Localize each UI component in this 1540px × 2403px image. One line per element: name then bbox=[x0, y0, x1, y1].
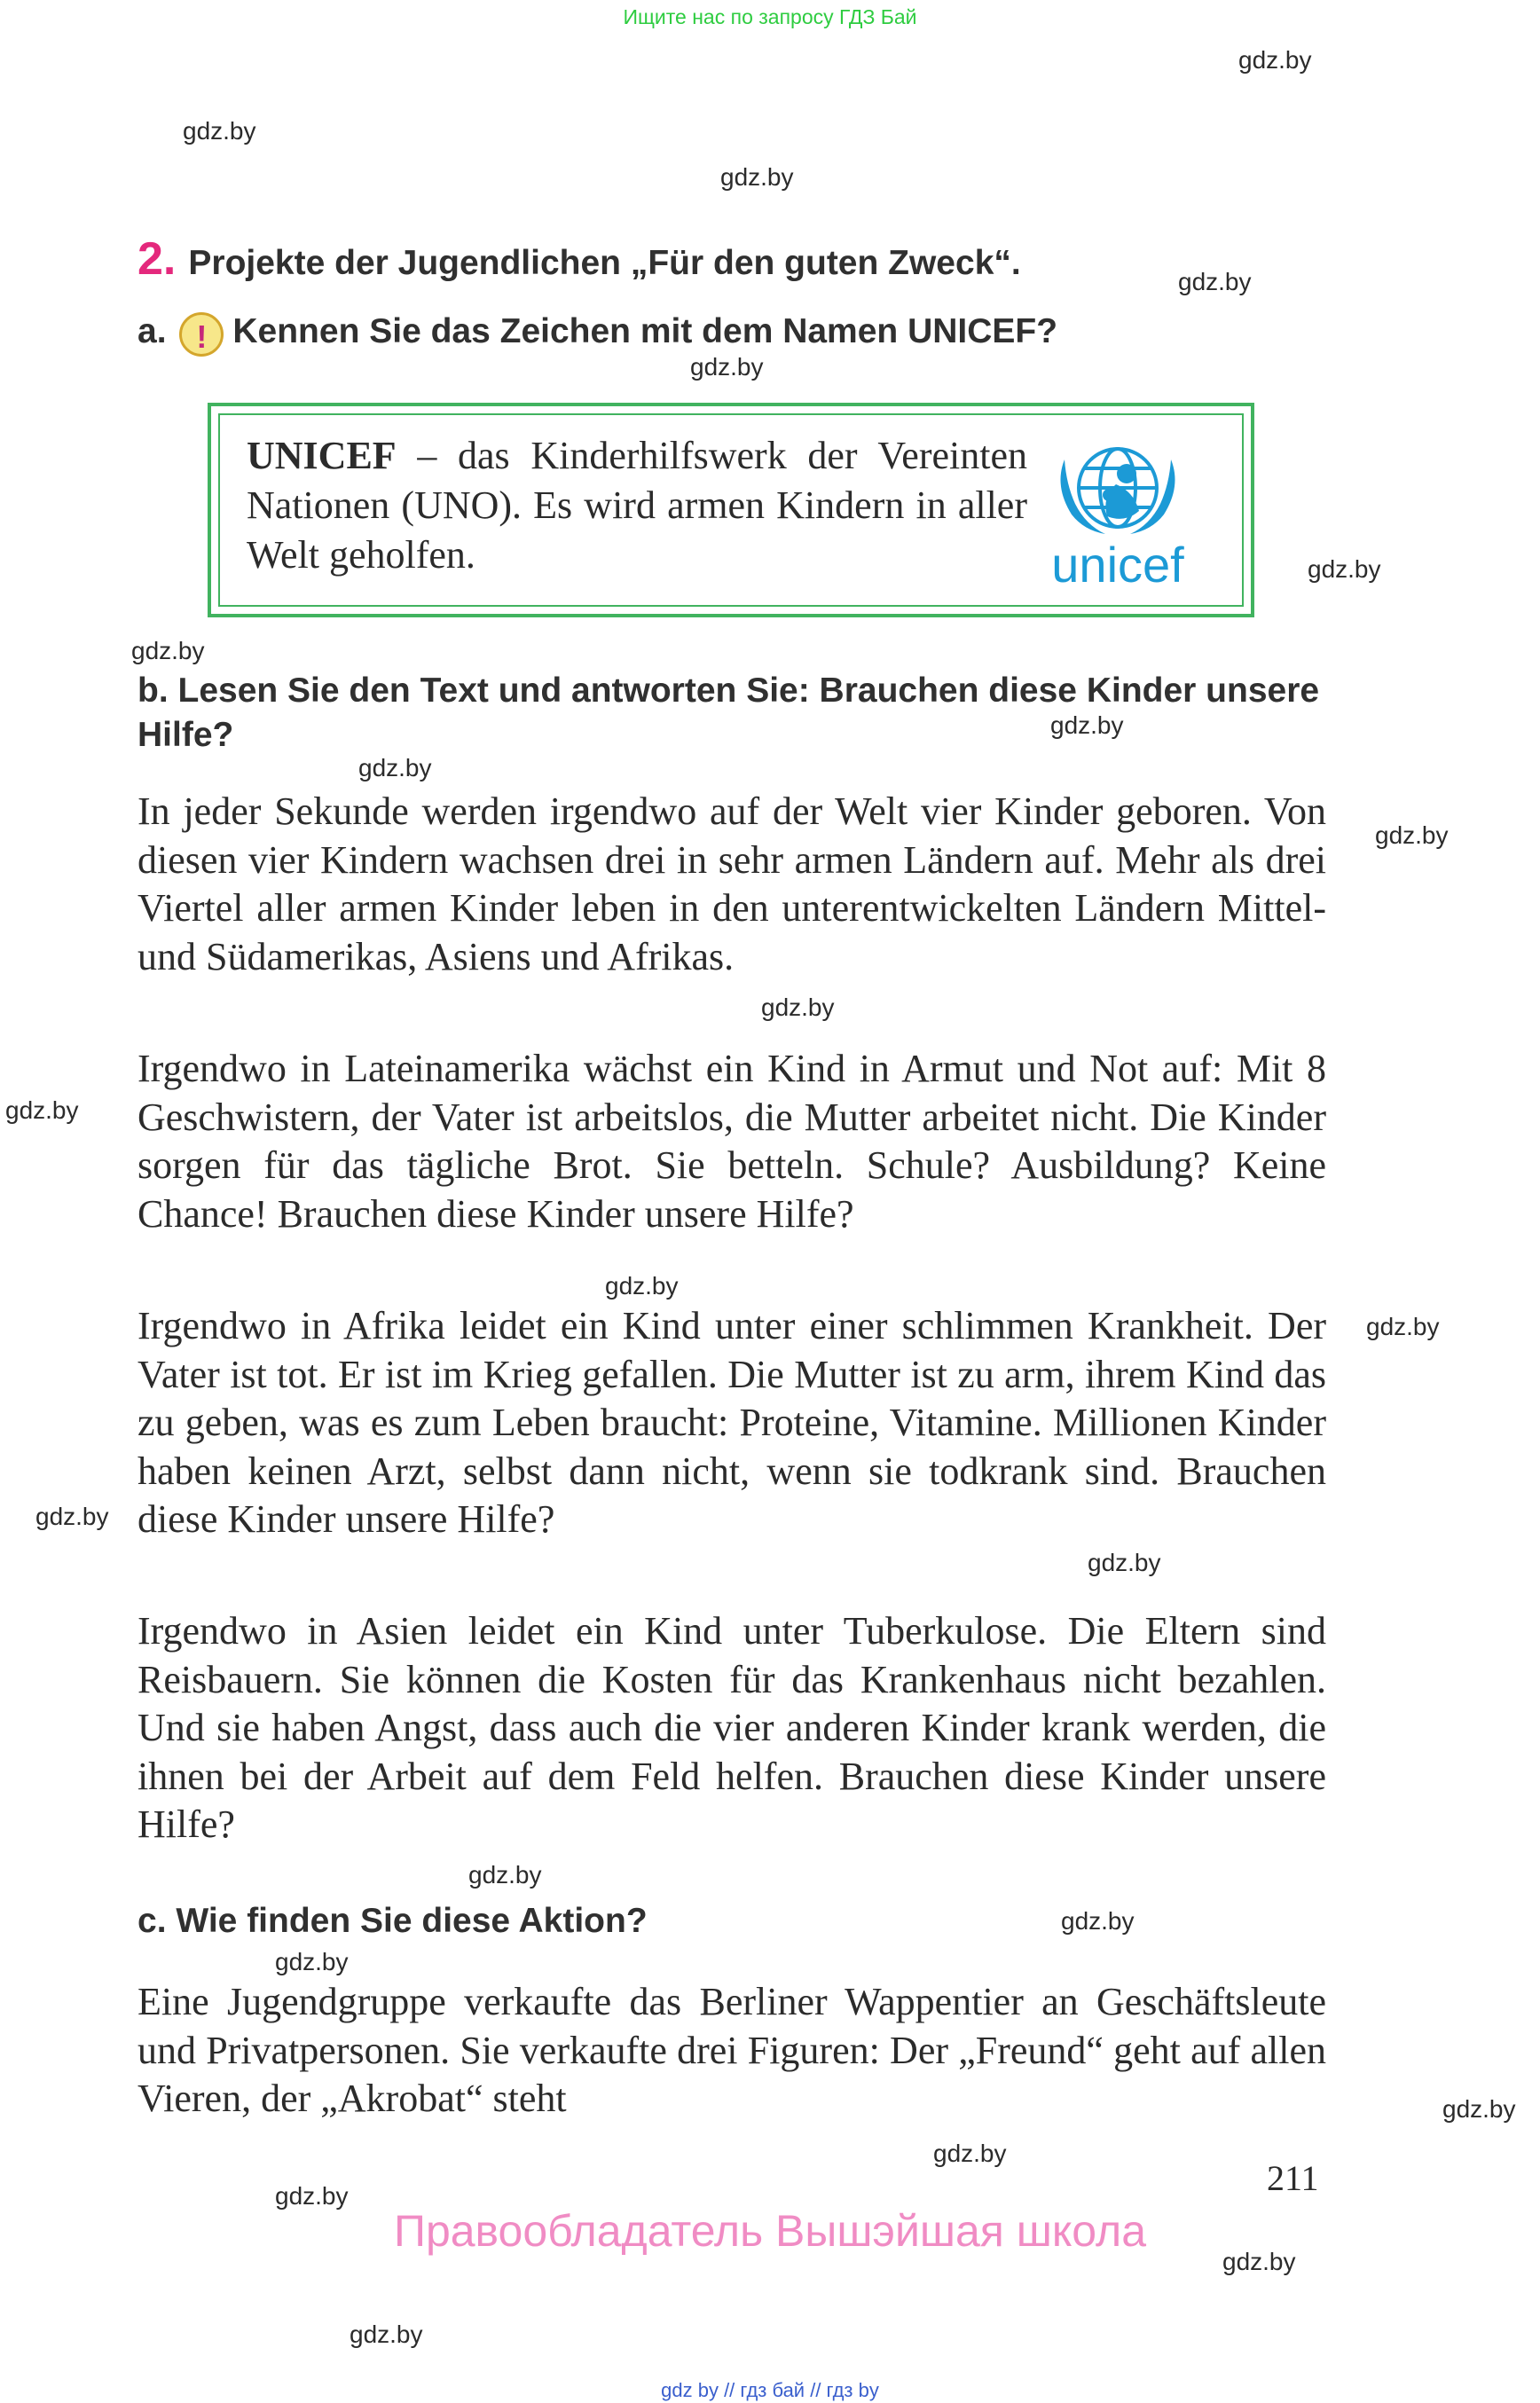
footer-links[interactable]: gdz by // гдз бай // гдз by bbox=[661, 2379, 879, 2401]
watermark: gdz.by bbox=[358, 754, 432, 781]
paragraph-4: Irgendwo in Asien leidet ein Kind unter Tuberkulose. Die Eltern sind Reisbauern. Sie können die Kosten für das Krankenhaus nicht bezahlen. Und sie haben Angst, dass auch die vier anderen Kinder krank werden, die ihnen bei der Arbeit auf dem Feld helfen. Brauchen diese Kinder unsere Hilfe? bbox=[138, 1609, 1326, 1846]
part-a-heading bbox=[138, 312, 1057, 357]
attention-icon: ! bbox=[179, 312, 224, 357]
task-number: 2. bbox=[138, 233, 177, 285]
unicef-logo-icon bbox=[1029, 433, 1206, 593]
watermark: gdz.by bbox=[933, 2140, 1007, 2167]
part-c-heading: c. Wie finden Sie diese Aktion? bbox=[138, 1902, 648, 1940]
watermark: gdz.by bbox=[35, 1503, 109, 1530]
unicef-definition-text: – das Kinderhilfswerk der Vereinten Nationen (UNO). Es wird armen Kindern in aller Welt geholfen. bbox=[247, 434, 1027, 577]
watermark: gdz.by bbox=[1061, 1907, 1135, 1935]
watermark: gdz.by bbox=[1178, 268, 1252, 295]
paragraph-5: Eine Jugendgruppe verkaufte das Berliner Wappentier an Geschäftsleute und Privatpersonen. Sie verkaufte drei Figuren: Der „Freund“ geht auf allen Vieren, der „Akrobat“ steht bbox=[138, 1980, 1326, 2120]
unicef-definition bbox=[247, 431, 1027, 580]
part-a-text: Kennen Sie das Zeichen mit dem Namen UNICEF? bbox=[232, 312, 1058, 350]
watermark: gdz.by bbox=[1238, 46, 1312, 74]
watermark: gdz.by bbox=[350, 2321, 423, 2348]
watermark: gdz.by bbox=[1308, 555, 1381, 583]
watermark: gdz.by bbox=[275, 2182, 349, 2210]
task-heading bbox=[138, 232, 1021, 286]
watermark: gdz.by bbox=[183, 117, 256, 145]
unicef-info-box bbox=[208, 403, 1254, 617]
watermark: gdz.by bbox=[275, 1948, 349, 1975]
watermark: gdz.by bbox=[468, 1861, 542, 1889]
task-title: Projekte der Jugendlichen „Für den guten Zweck“. bbox=[188, 244, 1021, 282]
watermark: gdz.by bbox=[605, 1272, 679, 1300]
top-search-note: Ищите нас по запросу ГДЗ Бай bbox=[623, 5, 917, 28]
page-number: 211 bbox=[1267, 2158, 1319, 2198]
watermark: gdz.by bbox=[1222, 2248, 1296, 2275]
watermark: gdz.by bbox=[720, 163, 794, 191]
unicef-logo-text: unicef bbox=[1051, 537, 1184, 593]
watermark: gdz.by bbox=[131, 637, 205, 664]
paragraph-3: Irgendwo in Afrika leidet ein Kind unter einer schlimmen Krankheit. Der Vater ist tot. Er ist im Krieg gefallen. Die Mutter ist zu arm, ihrem Kind das zu geben, was es zum Leben braucht: Proteine, Vitamine. Millionen Kinder haben keinen Arzt, selbst dann nicht, wenn sie todkrank sind. Brauchen diese Kinder unsere Hilfe? bbox=[138, 1304, 1326, 1541]
part-a-label: a. bbox=[138, 312, 167, 350]
copyright-notice: Правообладатель Вышэйшая школа bbox=[394, 2206, 1146, 2256]
paragraph-2: Irgendwo in Lateinamerika wächst ein Kind in Armut und Not auf: Mit 8 Geschwistern, der Vater ist arbeitslos, die Mutter arbeitet nicht. Die Kinder sorgen für das tägliche Brot. Sie betteln. Schule? Ausbildung? Keine Chance! Brauchen diese Kinder unsere Hilfe? bbox=[138, 1047, 1326, 1236]
part-b-heading: b. Lesen Sie den Text und antworten Sie: Brauchen diese Kinder unsere Hilfe? bbox=[138, 671, 1320, 754]
watermark: gdz.by bbox=[690, 353, 764, 381]
watermark: gdz.by bbox=[1050, 711, 1124, 739]
watermark: gdz.by bbox=[1442, 2095, 1516, 2123]
watermark: gdz.by bbox=[5, 1096, 79, 1124]
paragraph-1: In jeder Sekunde werden irgendwo auf der Welt vier Kinder geboren. Von diesen vier Kindern wachsen drei in sehr armen Ländern auf. Mehr als drei Viertel aller armen Kinder leben in den unterentwickelten Ländern Mittel- und Südamerikas, Asiens und Afrikas. bbox=[138, 789, 1326, 978]
watermark: gdz.by bbox=[1375, 821, 1449, 849]
watermark: gdz.by bbox=[1366, 1313, 1440, 1340]
watermark: gdz.by bbox=[761, 993, 835, 1021]
unicef-term: UNICEF bbox=[247, 434, 397, 477]
watermark: gdz.by bbox=[1088, 1549, 1161, 1576]
